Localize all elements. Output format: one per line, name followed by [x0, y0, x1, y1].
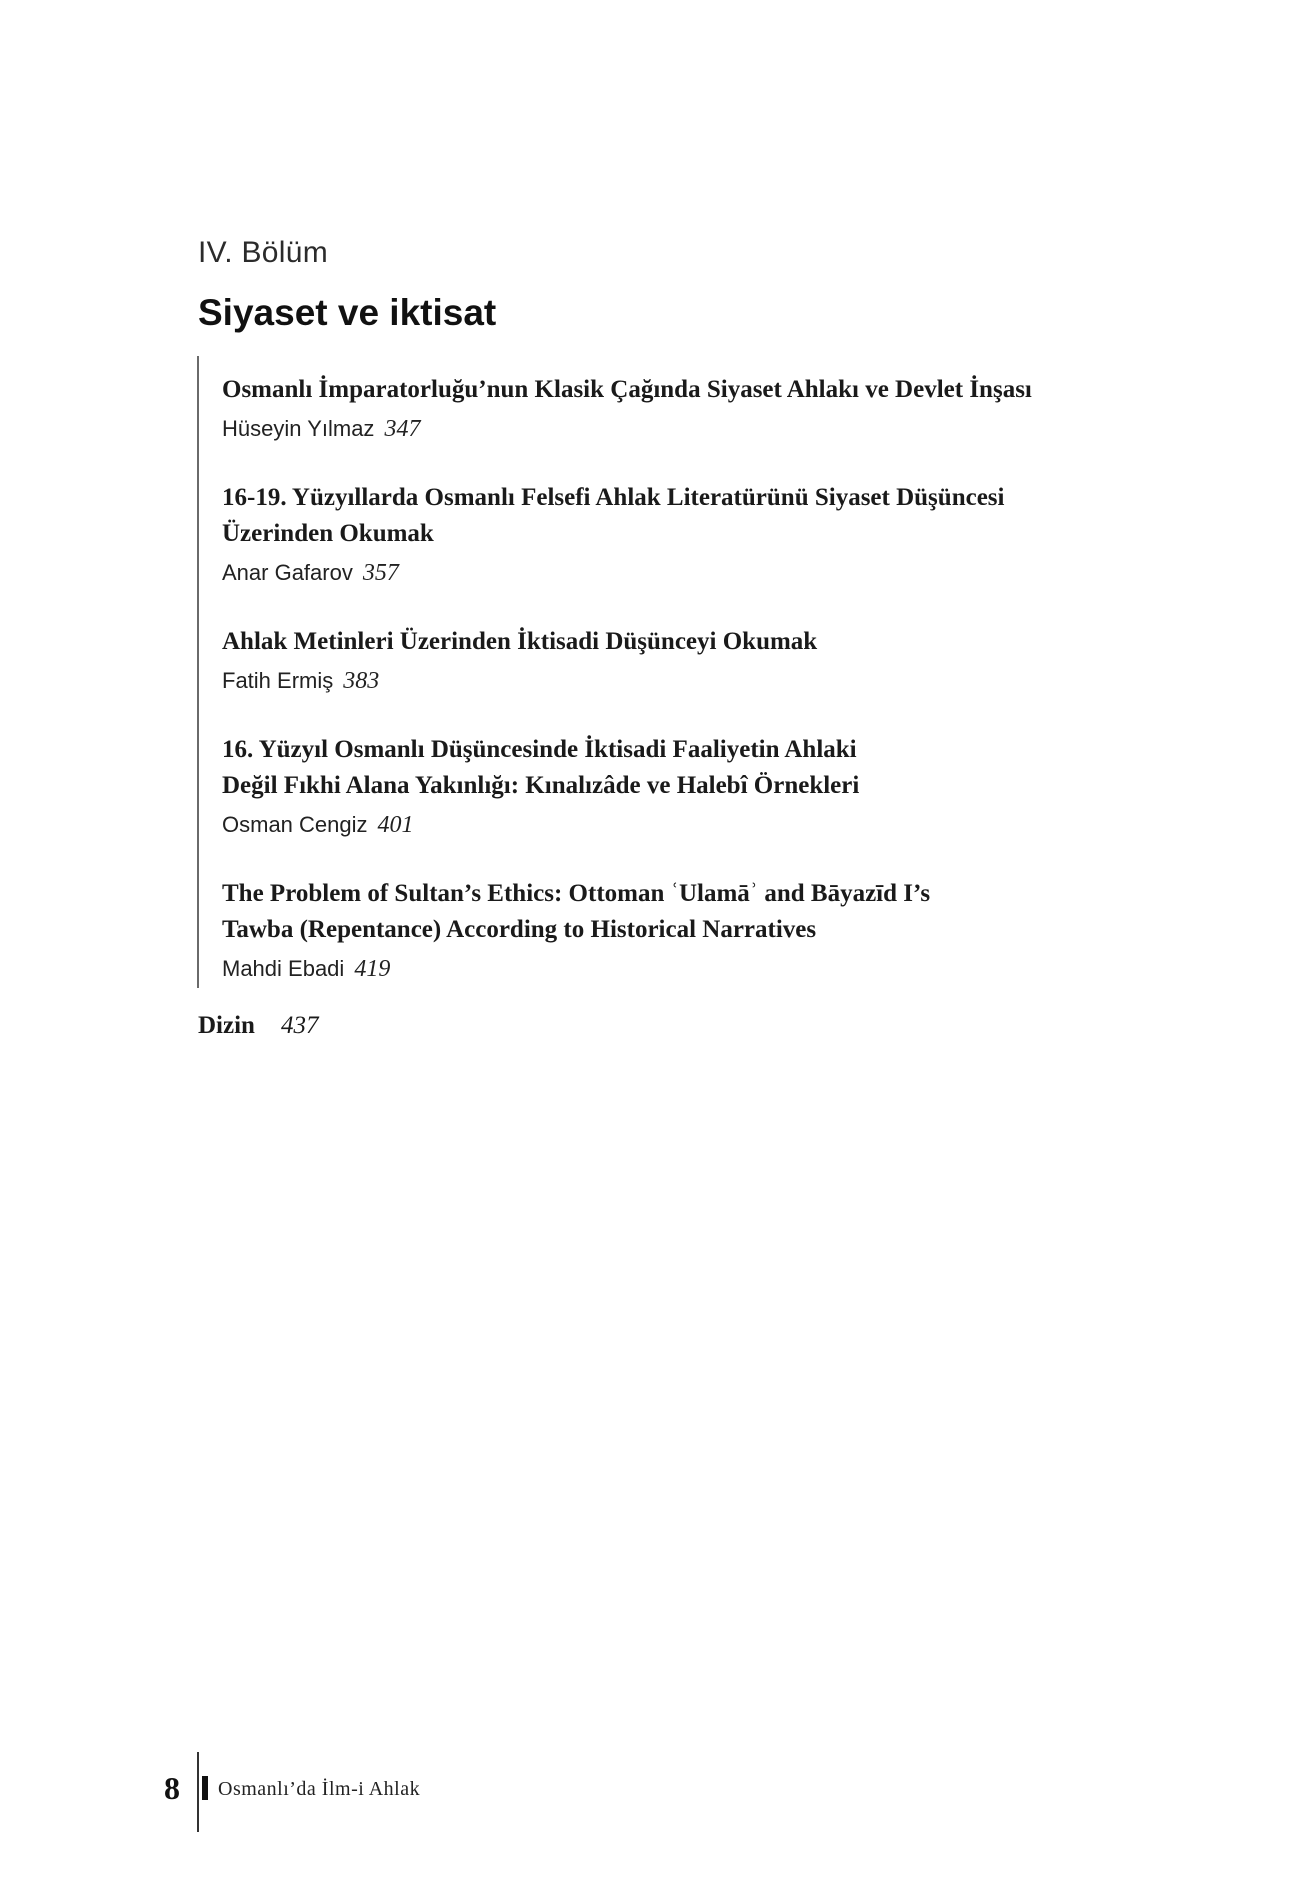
entry-title-line: 16-19. Yüzyıllarda Osmanlı Felsefi Ahlak Literatürünü Siyaset Düşüncesi: [222, 484, 1005, 511]
folio-page-number: 8: [164, 1770, 180, 1806]
toc-entry[interactable]: [222, 624, 1122, 701]
running-title: Osmanlı’da İlm-i Ahlak: [218, 1778, 421, 1800]
entry-title[interactable]: [222, 480, 1122, 552]
entry-title[interactable]: [222, 372, 1122, 408]
entry-author: Fatih Ermiş: [222, 668, 334, 693]
entry-page-number: 419: [354, 956, 391, 982]
index-page-number: 437: [280, 1012, 319, 1039]
entry-page-number: 357: [362, 560, 399, 586]
entry-page-number: 383: [343, 668, 380, 694]
entry-meta: [222, 952, 1122, 989]
entry-page-number: 347: [384, 416, 421, 442]
section-label: IV. Bölüm: [198, 236, 328, 269]
entry-title[interactable]: [222, 624, 1122, 660]
entry-meta: [222, 556, 1122, 593]
entry-title-line: The Problem of Sultan’s Ethics: Ottoman ʿUlamāʾ and Bāyazīd I’s: [222, 880, 931, 907]
entry-author: Anar Gafarov: [222, 560, 353, 585]
toc-entry[interactable]: [222, 480, 1122, 593]
entry-title-line: 16. Yüzyıl Osmanlı Düşüncesinde İktisadi Faaliyetin Ahlaki: [222, 736, 857, 763]
entry-page-number: 401: [377, 812, 414, 838]
index-label: Dizin: [198, 1012, 255, 1039]
entry-meta: [222, 808, 1122, 845]
entry-author: Osman Cengiz: [222, 812, 368, 837]
entry-title-line: Değil Fıkhi Alana Yakınlığı: Kınalızâde ve Halebî Örnekleri: [222, 772, 860, 799]
toc-entry[interactable]: [222, 372, 1122, 449]
index-entry[interactable]: [198, 1012, 318, 1040]
entry-title-line: Üzerinden Okumak: [222, 520, 434, 547]
entry-title-line: Tawba (Repentance) According to Historical Narratives: [222, 916, 817, 943]
footer-vertical-rule: [197, 1752, 199, 1832]
entry-title-line: Ahlak Metinleri Üzerinden İktisadi Düşünceyi Okumak: [222, 628, 818, 655]
entry-title[interactable]: [222, 876, 1122, 948]
toc-entry[interactable]: [222, 732, 1122, 845]
footer-block-mark: [202, 1776, 208, 1800]
entry-title[interactable]: [222, 732, 1122, 804]
entry-author: Mahdi Ebadi: [222, 956, 345, 981]
entry-meta: [222, 664, 1122, 701]
toc-vertical-rule: [197, 356, 199, 988]
entry-title-line: Osmanlı İmparatorluğu’nun Klasik Çağında Siyaset Ahlakı ve Devlet İnşası: [222, 376, 1032, 403]
entry-author: Hüseyin Yılmaz: [222, 416, 375, 441]
section-title: Siyaset ve iktisat: [198, 292, 497, 333]
toc-entry[interactable]: [222, 876, 1122, 989]
entry-meta: [222, 412, 1122, 449]
